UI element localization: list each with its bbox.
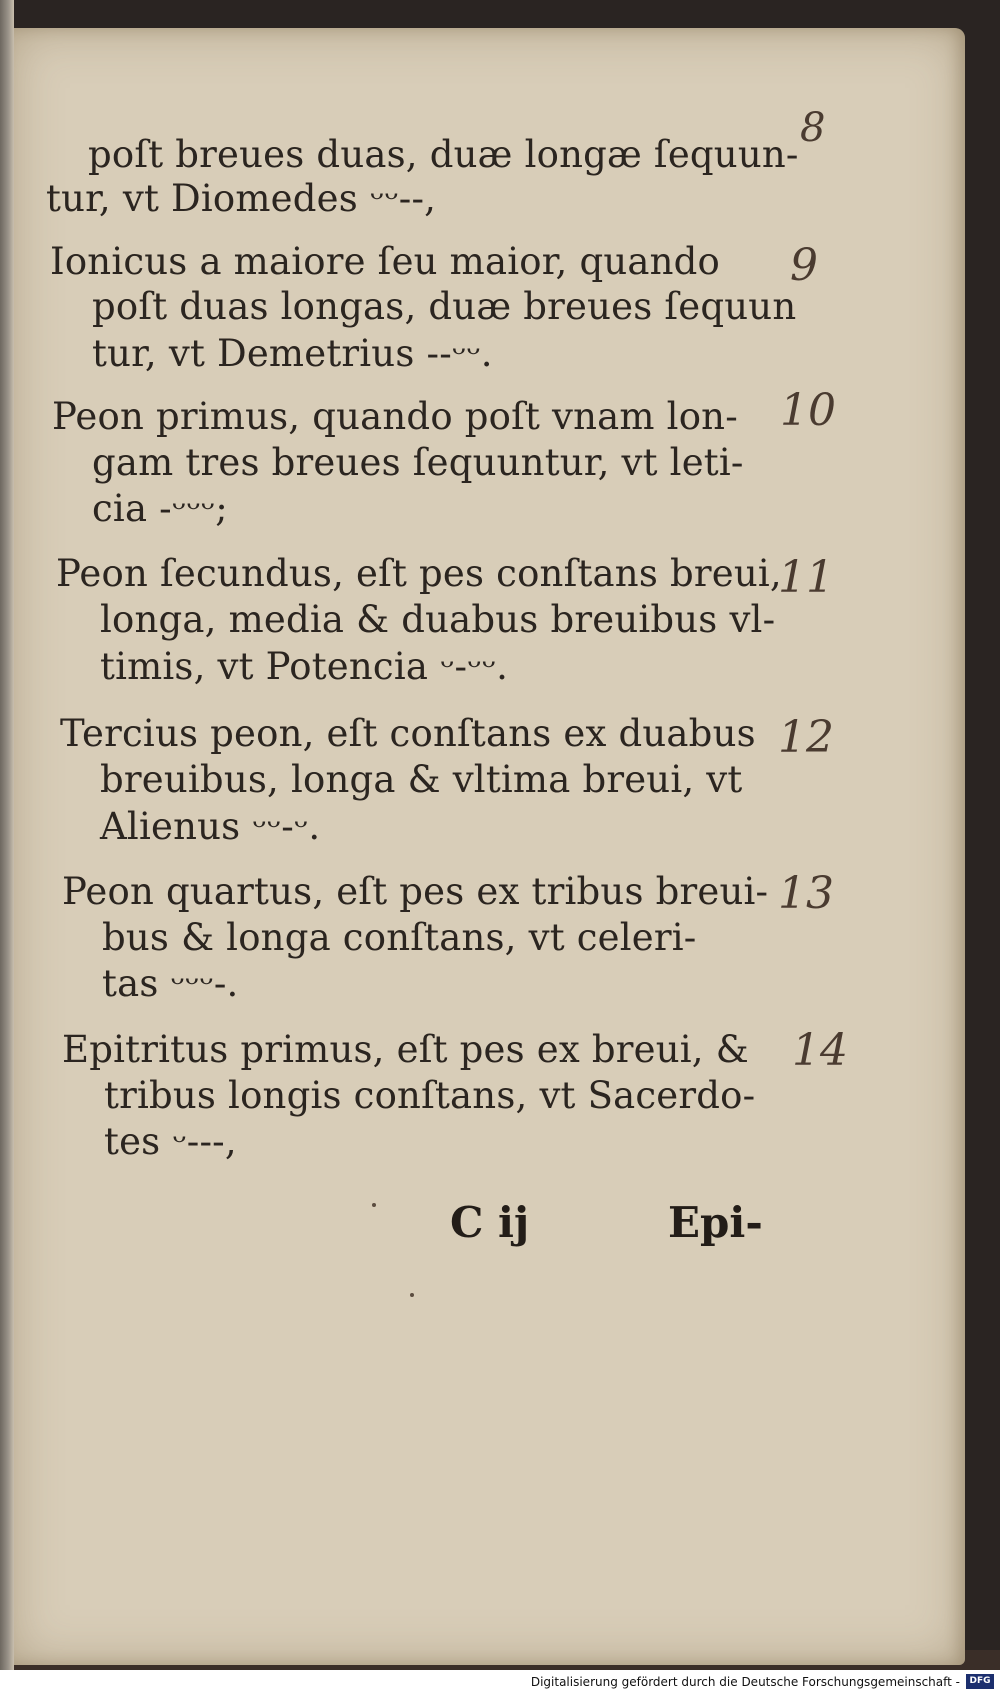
text-line: tes ᵕ---, <box>104 1120 237 1163</box>
book-binding <box>0 0 14 1670</box>
margin-note: 11 <box>778 552 834 603</box>
margin-note: 13 <box>778 868 834 919</box>
margin-note: 9 <box>790 240 818 291</box>
margin-note: 14 <box>792 1025 848 1076</box>
text-line: poſt duas longas, duæ breues ſequun <box>92 285 797 328</box>
page-number-note: 8 <box>800 105 826 151</box>
text-line: Tercius peon, eſt conſtans ex duabus <box>60 712 756 755</box>
ink-speck <box>372 1203 376 1207</box>
text-line: poſt breues duas, duæ longæ ſequun- <box>88 133 799 176</box>
text-line: tribus longis conſtans, vt Sacerdo- <box>104 1074 756 1117</box>
text-line: cia -ᵕᵕᵕ; <box>92 487 228 530</box>
dfg-logo: DFG <box>966 1674 994 1689</box>
text-line: gam tres breues ſequuntur, vt leti- <box>92 441 744 484</box>
margin-note: 12 <box>778 712 834 763</box>
text-line: bus & longa conſtans, vt celeri- <box>102 916 697 959</box>
catchword: Epi- <box>668 1198 763 1247</box>
text-line: Peon primus, quando poſt vnam lon- <box>52 395 738 438</box>
text-line: breuibus, longa & vltima breui, vt <box>100 758 743 801</box>
footer-credit: Digitalisierung gefördert durch die Deutsche Forschungsgemeinschaft - <box>530 1675 960 1689</box>
text-line: Alienus ᵕᵕ-ᵕ. <box>100 805 321 848</box>
text-line: tas ᵕᵕᵕ-. <box>102 962 239 1005</box>
signature-mark: C ij <box>450 1198 530 1247</box>
text-line: longa, media & duabus breuibus vl- <box>100 598 776 641</box>
text-line: Peon quartus, eſt pes ex tribus breui- <box>62 870 769 913</box>
text-line: timis, vt Potencia ᵕ-ᵕᵕ. <box>100 645 509 688</box>
text-line: Epitritus primus, eſt pes ex breui, & <box>62 1028 749 1071</box>
margin-note: 10 <box>780 385 836 436</box>
ink-speck <box>410 1293 414 1297</box>
text-line: Ionicus a maiore ſeu maior, quando <box>50 240 721 283</box>
text-line: tur, vt Diomedes ᵕᵕ--, <box>46 177 437 220</box>
text-line: tur, vt Demetrius --ᵕᵕ. <box>92 332 493 375</box>
text-line: Peon ſecundus, eſt pes conſtans breui, <box>56 552 782 595</box>
